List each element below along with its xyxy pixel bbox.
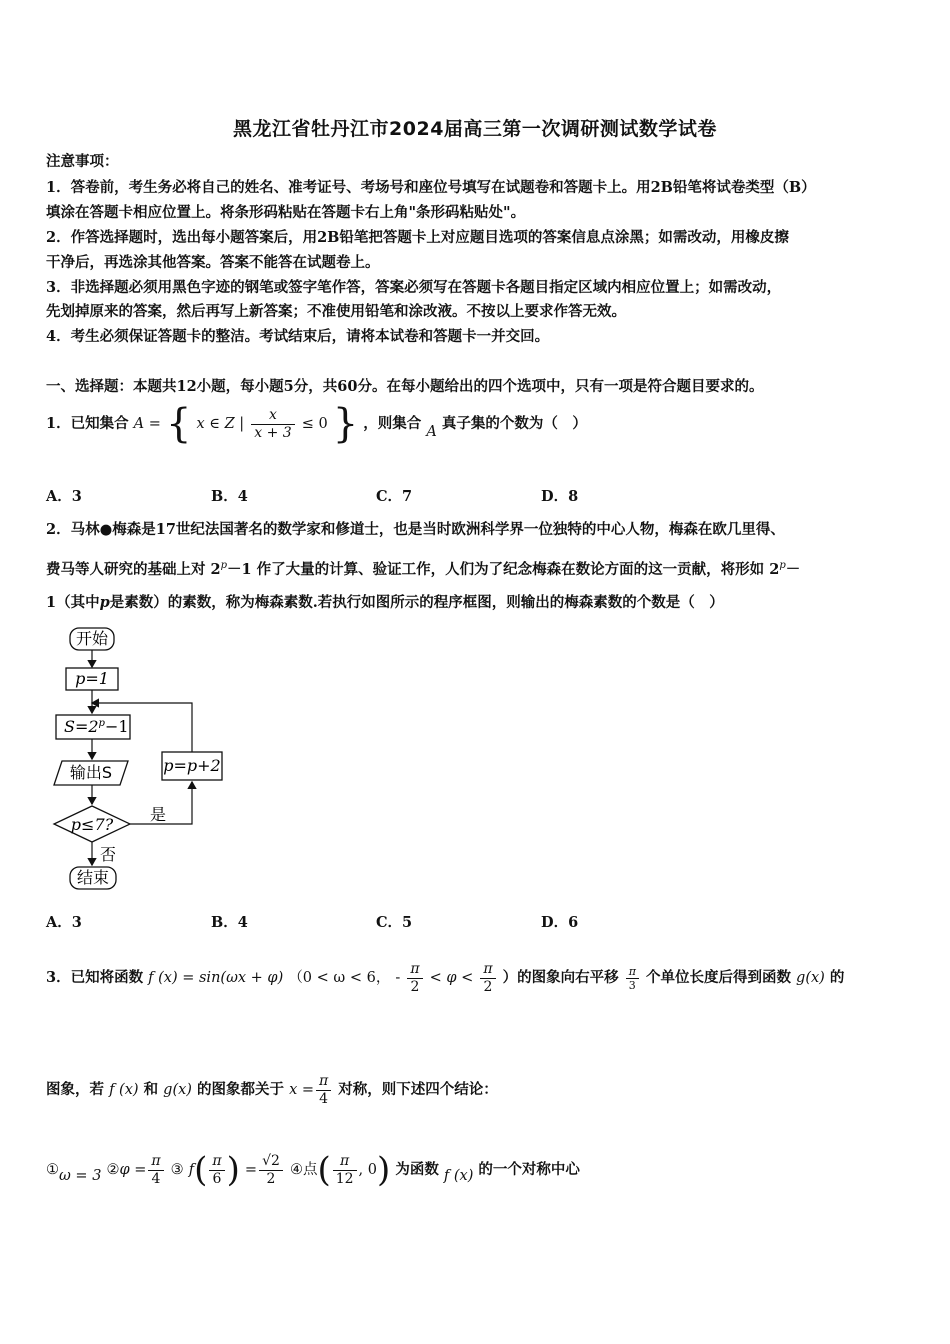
q2-line-2: 费马等人研究的基础上对 $2^p-1$ 作了大量的计算、验证工作，人们为了纪念梅森在数论方面的这一贡献，将形如 $2^p-$	[46, 560, 801, 578]
notice-1a: 1．答卷前，考生务必将自己的姓名、准考证号、考场号和座位号填写在试题卷和答题卡上。用2B铅笔将试卷类型（B）	[46, 179, 816, 196]
flow-yes-label: 是	[150, 805, 167, 824]
notice-2b: 干净后，再选涂其他答案。答案不能答在试题卷上。	[46, 254, 380, 271]
q1-option-a: A．3	[46, 488, 82, 505]
question-1: 1．已知集合 A = { x ∈ Z | $\frac{x}{x + 3}$ ≤ 0 } ，则集合 A 真子集的个数为（ ）	[46, 401, 587, 447]
flow-calc-label: $S=2^p-1$	[64, 717, 129, 736]
q1-numerator: x	[251, 407, 294, 425]
q3-fx: f (x) = sin(ωx + φ)	[148, 970, 284, 986]
q2-option-a: A．3	[46, 914, 82, 931]
q1-option-d: D．8	[541, 488, 579, 505]
q1-prefix: 1．已知集合	[46, 415, 129, 432]
q1-set-label: A =	[133, 416, 161, 432]
flow-update-label: p=p+2	[163, 756, 221, 775]
q2-option-c: C．5	[376, 914, 413, 931]
q1-le: ≤ 0	[301, 416, 328, 432]
q2-option-d: D．6	[541, 914, 579, 931]
flow-no-label: 否	[100, 845, 117, 864]
notice-1b: 填涂在答题卡相应位置上。将条形码粘贴在答题卡右上角"条形码粘贴处"。	[46, 204, 526, 221]
section-heading: 一、选择题：本题共12小题，每小题5分，共60分。在每小题给出的四个选项中，只有一项是符合题目要求的。	[46, 378, 764, 395]
q1-denominator: x + 3	[254, 424, 292, 441]
q3-line-3: ①ω = 3 ②φ = $\frac{\pi}{4}$ ③ f( $\frac{\pi}{6}$ ) = $\frac{√2}{2}$ ④点( $\frac{\pi}{12}$ , 0) 为函数 f (x) 的一个对称中心	[46, 1150, 580, 1190]
q1-option-b: B．4	[211, 488, 248, 505]
q1-option-c: C．7	[376, 488, 413, 505]
q1-suffix2: 真子集的个数为（ ）	[441, 415, 587, 432]
q2-line-1: 2．马林●梅森是17世纪法国著名的数学家和修道士，也是当时欧洲科学界一位独特的中心人物，梅森在欧几里得、	[46, 521, 785, 538]
notice-4: 4．考生必须保证答题卡的整洁。考试结束后，请将本试卷和答题卡一并交回。	[46, 328, 550, 345]
notice-3b: 先划掉原来的答案，然后再写上新答案；不准使用铅笔和涂改液。不按以上要求作答无效。	[46, 303, 626, 320]
flow-start-label: 开始	[75, 629, 109, 648]
q3-line-2: 图象，若 f (x) 和 g(x) 的图象都关于 x = $\frac{\pi}{4}$ 对称，则下述四个结论：	[46, 1072, 498, 1107]
q2-option-b: B．4	[211, 914, 248, 931]
flow-output-label: 输出S	[69, 763, 113, 782]
flow-init-label: p=1	[75, 669, 109, 688]
notice-2a: 2．作答选择题时，选出每小题答案后，用2B铅笔把答题卡上对应题目选项的答案信息点涂黑；如需改动，用橡皮擦	[46, 229, 789, 246]
q1-var-a: A	[426, 424, 437, 440]
q1-set-var: x ∈ Z |	[196, 416, 245, 432]
notice-heading: 注意事项：	[46, 153, 119, 170]
flowchart	[46, 624, 236, 896]
q1-fraction	[251, 407, 294, 442]
page-title: 黑龙江省牡丹江市2024届高三第一次调研测试数学试卷	[233, 118, 717, 140]
notice-3a: 3．非选择题必须用黑色字迹的钢笔或签字笔作答，答案必须写在答题卡各题目指定区域内相应位置上；如需改动，	[46, 279, 782, 296]
q2-line-3: 1（其中p是素数）的素数，称为梅森素数.若执行如图所示的程序框图，则输出的梅森素数的个数是（ ）	[46, 594, 724, 611]
q1-suffix: ，则集合	[363, 415, 422, 432]
flow-cond-label: p≤7?	[70, 815, 114, 834]
flow-end-label: 结束	[76, 868, 110, 887]
q3-line-1: 3．已知将函数 f (x) = sin(ωx + φ) （0 < ω < 6， - $\frac{\pi}{2}$ < φ < $\frac{\pi}{2}$ ）的图象向右平移 $\frac{\pi}{3}$ 个单位长度后得到函数 g(x) 的	[46, 960, 845, 995]
